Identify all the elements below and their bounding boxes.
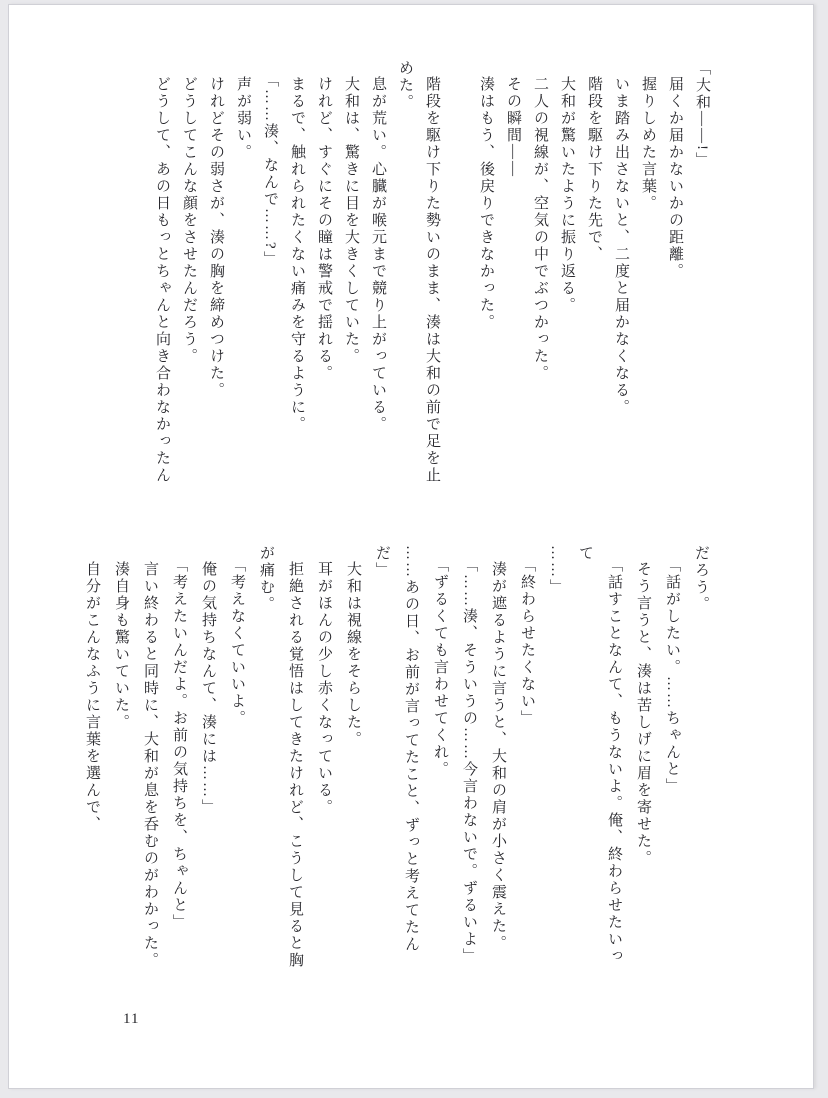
text-line: どうして、あの日もっとちゃんと向き合わなかったん — [154, 76, 170, 484]
page-number: 11 — [123, 1011, 140, 1027]
text-line: 「話すことなんて、もうないよ。俺、終わらせたいって — [577, 545, 622, 965]
text-line: どうしてこんな顔をさせたんだろう。 — [181, 76, 197, 365]
text-line: 大和が驚いたように振り返る。 — [559, 76, 575, 314]
text-line: 大和は、驚きに目を大きくしていた。 — [343, 76, 359, 365]
text-line: 「大和――!」 — [694, 60, 710, 169]
text-line: 言い終わると同時に、大和が息を呑むのがわかった。 — [142, 561, 158, 969]
text-line: 握りしめた言葉。 — [640, 76, 656, 212]
text-line: いま踏み出さないと、二度と届かなくなる。 — [613, 76, 629, 416]
blank-line — [445, 60, 472, 494]
text-line: 「……湊、そういうの……今言わないで。ずるいよ」 — [461, 557, 477, 965]
text-line: が痛む。 — [258, 545, 274, 613]
text-line: 息が荒い。心臓が喉元まで競り上がっている。 — [370, 76, 386, 433]
text-line: 二人の視線が、空気の中でぶつかった。 — [532, 76, 548, 382]
text-line: その瞬間―― — [505, 76, 521, 178]
text-block-bottom — [77, 545, 715, 979]
text-line: 湊はもう、後戻りできなかった。 — [478, 76, 494, 331]
text-line: 「考えたいんだよ。お前の気持ちを、ちゃんと」 — [171, 557, 187, 931]
text-line: 自分がこんなふうに言葉を選んで、 — [84, 561, 100, 833]
text-line: まるで、触れられたくない痛みを守るように。 — [289, 76, 305, 433]
text-line: 湊自身も驚いていた。 — [113, 561, 129, 731]
text-line: 耳がほんの少し赤くなっている。 — [316, 561, 332, 816]
text-line: 「終わらせたくない」 — [519, 557, 535, 727]
text-line: そう言うと、湊は苦しげに眉を寄せた。 — [635, 561, 651, 867]
text-line: ……あの日、お前が言ってたこと、ずっと考えてたん — [403, 545, 419, 953]
text-block-top — [148, 60, 715, 494]
text-line: めた。 — [397, 60, 413, 111]
text-line: けれど、すぐにその瞳は警戒で揺れる。 — [316, 76, 332, 382]
text-line: 拒絶される覚悟はしてきたけれど、こうして見ると胸 — [287, 561, 303, 969]
text-line: 届くか届かないかの距離。 — [667, 76, 683, 280]
text-line: だ」 — [374, 545, 390, 579]
text-line: 「話がしたい。……ちゃんと」 — [664, 557, 680, 795]
text-line: 俺の気持ちなんて、湊には……」 — [200, 561, 216, 816]
book-page — [8, 4, 814, 1089]
text-line: 「……湊、なんで……?」 — [262, 72, 278, 268]
text-line: 湊が遮るように言うと、大和の肩が小さく震えた。 — [490, 561, 506, 952]
text-line: ……」 — [548, 545, 564, 596]
text-line: けれどその弱さが、湊の胸を締めつけた。 — [208, 76, 224, 399]
text-line: 「ずるくても言わせてくれ。 — [432, 557, 448, 778]
text-line: 声が弱い。 — [235, 76, 251, 161]
text-line: 階段を駆け下りた勢いのまま、湊は大和の前で足を止 — [424, 76, 440, 484]
text-line: 階段を駆け下りた先で、 — [586, 76, 602, 263]
text-line: だろう。 — [693, 545, 709, 613]
text-line: 大和は視線をそらした。 — [345, 561, 361, 748]
text-line: 「考えなくていいよ。 — [229, 557, 245, 727]
